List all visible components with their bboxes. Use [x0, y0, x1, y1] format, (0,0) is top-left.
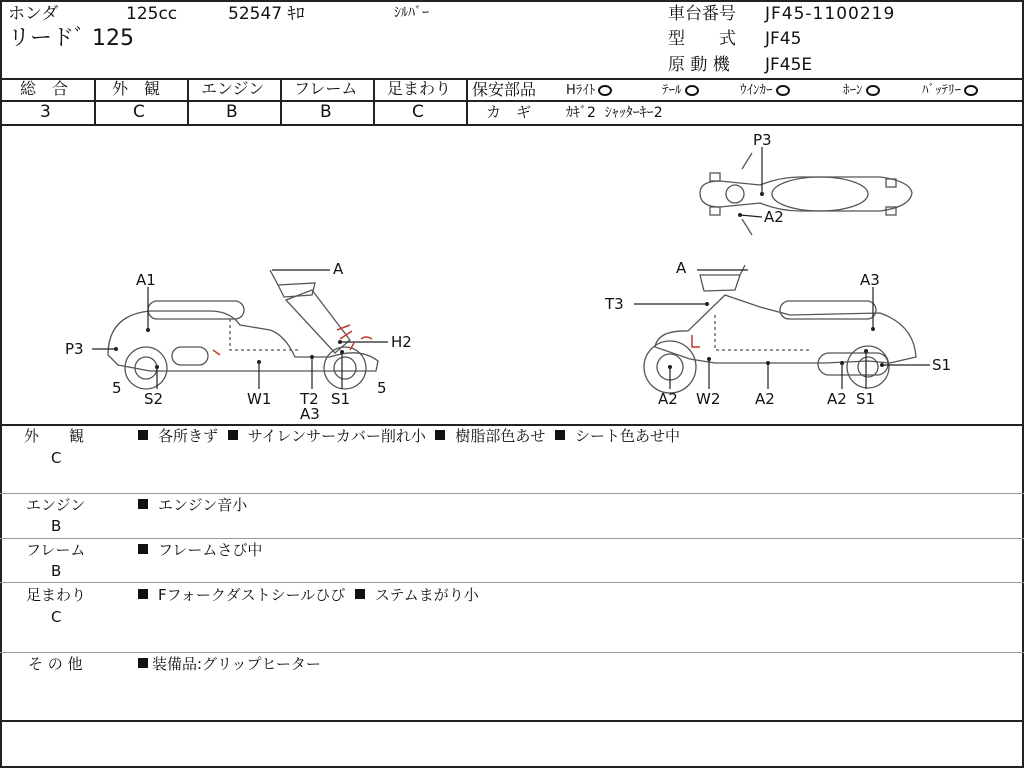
- note-category: エンジン: [26, 496, 86, 514]
- note-category: そ の 他: [28, 655, 83, 673]
- note-category: フレーム: [26, 541, 86, 559]
- divider: [466, 78, 468, 124]
- label-left-5a: 5: [112, 379, 122, 397]
- engine-model-label: 原 動 機: [668, 55, 730, 75]
- safety-battery: ﾊﾞｯﾃﾘｰ: [922, 84, 978, 97]
- ok-circle-icon: [685, 85, 699, 96]
- mileage: 52547 ｷﾛ: [228, 4, 305, 24]
- exterior-grade: C: [133, 102, 145, 122]
- overall-label: 総 合: [20, 79, 69, 98]
- damage-marks: [213, 325, 700, 355]
- note-grade: B: [51, 517, 62, 535]
- label-left-p3: P3: [65, 340, 84, 358]
- note-items: フレームさび中: [138, 543, 262, 558]
- divider: [373, 78, 375, 124]
- engine-label: エンジン: [201, 79, 265, 98]
- color: ｼﾙﾊﾞｰ: [394, 5, 429, 21]
- bullet-square-icon: [228, 430, 238, 440]
- bullet-square-icon: [138, 658, 148, 668]
- type-value: JF45: [765, 29, 802, 49]
- label-right-a2a: A2: [658, 390, 678, 408]
- label-right-w2: W2: [696, 390, 721, 408]
- label-left-t2: T2: [300, 390, 319, 408]
- diagram-labels: [65, 131, 951, 423]
- ok-circle-icon: [776, 85, 790, 96]
- note-grade: C: [51, 608, 62, 626]
- type-label: 型 式: [668, 29, 736, 49]
- divider: [0, 538, 1024, 539]
- bullet-square-icon: [435, 430, 445, 440]
- ok-circle-icon: [964, 85, 978, 96]
- note-category: 足まわり: [26, 586, 87, 604]
- safety-winker: ｳｲﾝｶｰ: [740, 84, 790, 97]
- scooter-top-view: [700, 153, 912, 235]
- label-top-p3: P3: [753, 131, 772, 149]
- bullet-square-icon: [555, 430, 565, 440]
- label-left-s1: S1: [331, 390, 351, 408]
- label-right-s1b: S1: [856, 390, 876, 408]
- note-grade: B: [51, 562, 62, 580]
- model-name: リードﾞ 125: [8, 26, 134, 51]
- frame-label: フレーム: [294, 79, 358, 98]
- safety-label: 保安部品: [472, 80, 537, 99]
- frame-no-value: JF45-1100219: [765, 4, 896, 24]
- displacement: 125cc: [126, 4, 178, 24]
- label-top-a2: A2: [764, 208, 784, 226]
- label-right-a3: A3: [860, 271, 880, 289]
- key-label: カ ギ: [486, 103, 532, 121]
- bullet-square-icon: [138, 544, 148, 554]
- engine-model-value: JF45E: [765, 55, 813, 75]
- note-items: エンジン音小: [138, 498, 247, 513]
- suspension-grade: C: [412, 102, 424, 122]
- label-left-a: A: [333, 260, 344, 278]
- damage-diagram: [0, 125, 1024, 425]
- suspension-label: 足まわり: [387, 79, 452, 98]
- label-left-h2: H2: [391, 333, 412, 351]
- note-items: 装備品:グリップヒーター: [138, 657, 321, 672]
- bullet-square-icon: [138, 589, 148, 599]
- engine-grade: B: [226, 102, 238, 122]
- label-left-s2: S2: [144, 390, 164, 408]
- label-right-a2c: A2: [827, 390, 847, 408]
- label-left-a1: A1: [136, 271, 156, 289]
- divider: [0, 720, 1024, 722]
- divider: [94, 78, 96, 124]
- label-right-s1a: S1: [932, 356, 952, 374]
- ok-circle-icon: [866, 85, 880, 96]
- ok-circle-icon: [598, 85, 612, 96]
- safety-headlight: Hﾗｲﾄ: [566, 84, 612, 97]
- note-items: 各所きず サイレンサーカバー削れ小 樹脂部色あせ シート色あせ中: [138, 429, 680, 444]
- label-left-5b: 5: [377, 379, 387, 397]
- note-grade: C: [51, 449, 62, 467]
- divider: [187, 78, 189, 124]
- bullet-square-icon: [138, 430, 148, 440]
- maker: ホンダ: [8, 4, 59, 24]
- label-right-a: A: [676, 259, 687, 277]
- divider: [280, 78, 282, 124]
- label-right-t3: T3: [605, 295, 624, 313]
- divider: [0, 652, 1024, 653]
- divider: [0, 493, 1024, 494]
- label-left-w1: W1: [247, 390, 272, 408]
- note-items: Fフォークダストシールひび ステムまがり小: [138, 588, 479, 603]
- divider: [0, 424, 1024, 426]
- divider: [468, 100, 1024, 102]
- overall-grade: 3: [40, 102, 51, 122]
- bullet-square-icon: [355, 589, 365, 599]
- key-value: ｶｷﾞ2 ｼｬｯﾀｰｷｰ2: [566, 105, 663, 121]
- divider: [0, 582, 1024, 583]
- bullet-square-icon: [138, 499, 148, 509]
- frame-grade: B: [320, 102, 332, 122]
- label-right-a2b: A2: [755, 390, 775, 408]
- exterior-label: 外 観: [112, 79, 161, 98]
- label-left-a3: A3: [300, 405, 320, 423]
- note-category: 外 観: [24, 427, 85, 445]
- safety-horn: ﾎｰﾝ: [843, 84, 880, 97]
- frame-no-label: 車台番号: [668, 4, 736, 24]
- safety-tail: ﾃｰﾙ: [662, 84, 699, 97]
